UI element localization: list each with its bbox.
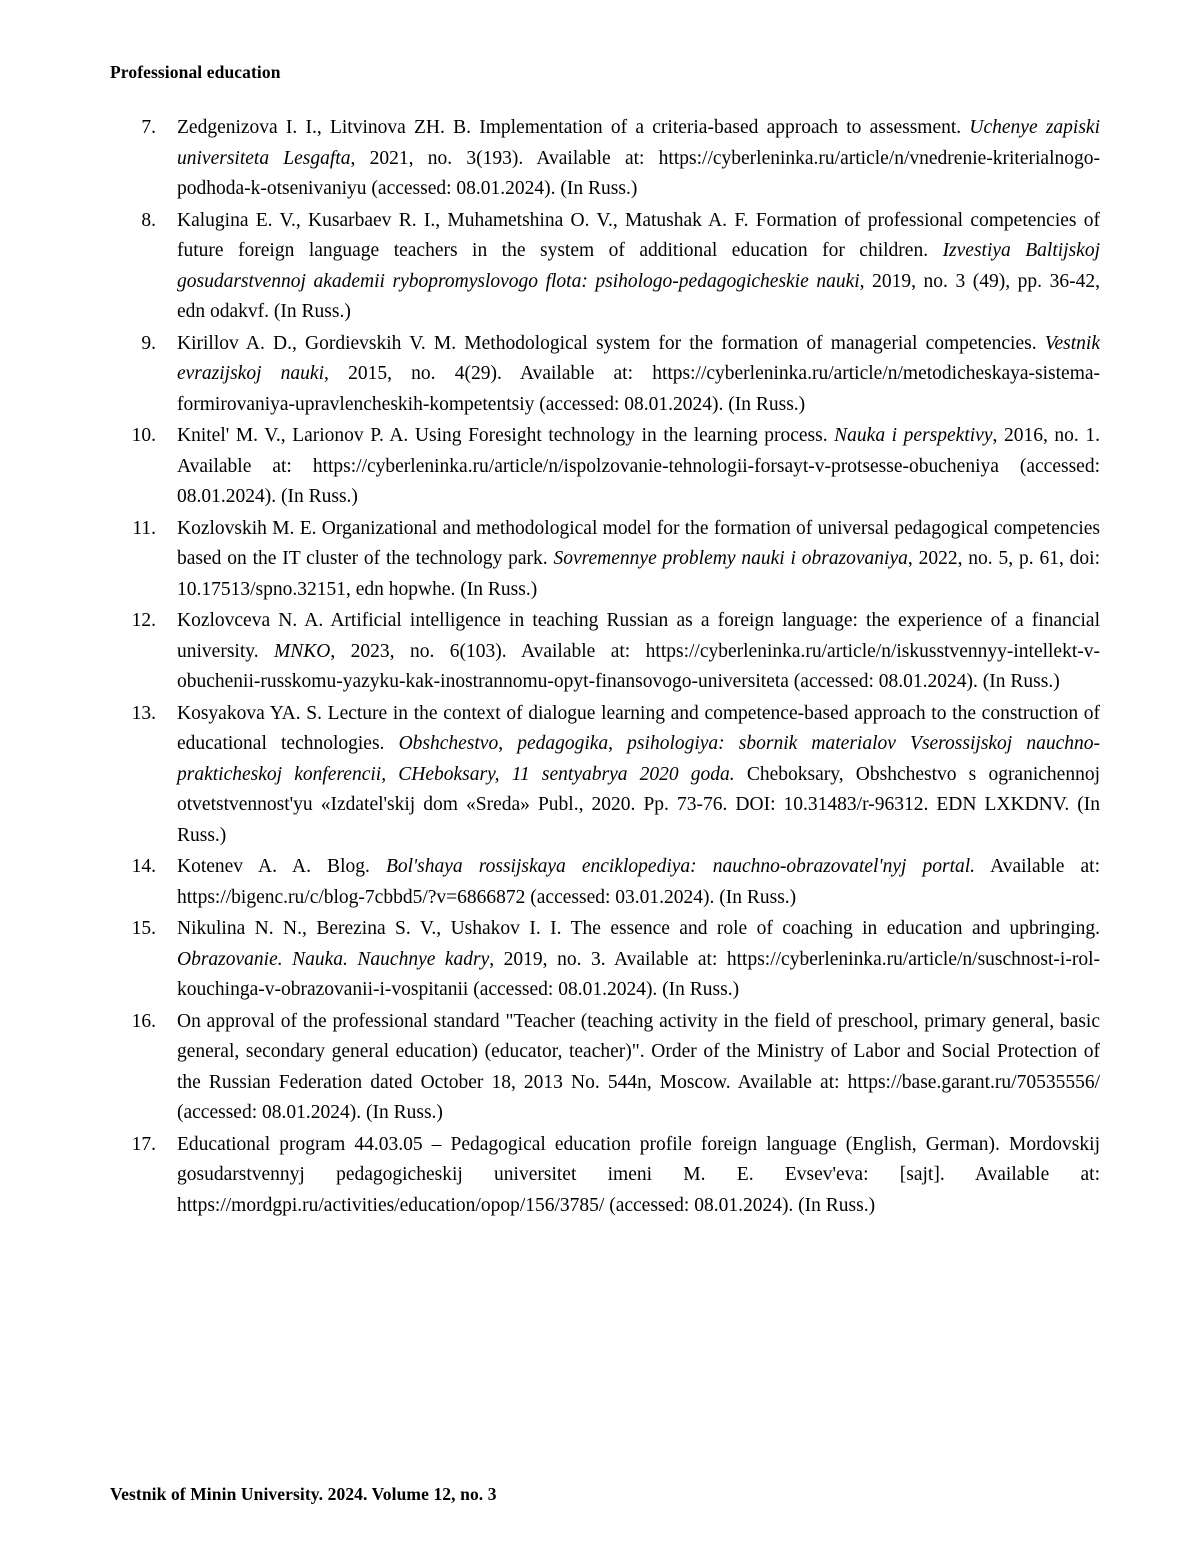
reference-source-title: Vestnik evrazijskoj nauki <box>177 332 1100 384</box>
page-footer: Vestnik of Minin University. 2024. Volume 12, no. 3 <box>110 1484 497 1504</box>
reference-text <box>156 914 1100 1006</box>
reference-source-title: MNKO <box>274 640 331 662</box>
reference-text-run: , 2019, no. 3. Available at: https://cyberleninka.ru/article/n/suschnost-i-rol-kouchinga-v-obrazovanii-i-vospitanii (accessed: 08.01.2024). (In Russ.) <box>177 948 1100 1000</box>
reference-number: 8. <box>141 209 156 231</box>
reference-source-title: Izvestiya Baltijskoj gosudarstvennoj akademii rybopromyslovogo flota: psihologo-pedagogicheskie nauki <box>177 240 1101 292</box>
reference-text-run: Nikulina N. N., Berezina S. V., Ushakov I. I. The essence and role of coaching in education and upbringing. <box>177 918 1100 939</box>
reference-text <box>156 699 1100 852</box>
reference-text <box>156 606 1100 698</box>
reference-number: 14. <box>131 856 156 877</box>
reference-text-run: Kozlovskih M. E. Organizational and methodological model for the formation of universal pedagogical competencies based on the IT cluster of the technology park. <box>177 517 1100 569</box>
reference-entry <box>110 914 1100 1006</box>
reference-entry <box>110 699 1100 852</box>
reference-text-run: Knitel' M. V., Larionov P. A. Using Foresight technology in the learning process. <box>177 425 835 446</box>
reference-text-run: Kozlovceva N. A. Artificial intelligence in teaching Russian as a foreign language: the experience of a financial university. <box>177 610 1100 662</box>
reference-text-run: Kotenev A. A. Blog. <box>177 856 386 877</box>
reference-entry <box>110 113 1100 205</box>
reference-number: 10. <box>131 425 156 446</box>
reference-text-run: , 2023, no. 6(103). Available at: https://cyberleninka.ru/article/n/iskusstvennyy-intellekt-v-obuchenii-russkomu-yazyku-kak-inostrannomu-opyt-finansovogo-universiteta (accessed: 08.01.2024). (In Russ.) <box>177 640 1100 692</box>
reference-source-title: Nauka i perspektivy <box>834 425 993 446</box>
reference-text-run: Kosyakova YA. S. Lecture in the context of dialogue learning and competence-based approach to the construction of educational technologies. <box>177 702 1100 754</box>
reference-text-run: , 2015, no. 4(29). Available at: https://cyberleninka.ru/article/n/metodicheskaya-sistema-formirovaniya-upravlencheskih-kompetentsiy (accessed: 08.01.2024). (In Russ.) <box>177 363 1101 415</box>
reference-number: 13. <box>131 702 156 724</box>
reference-text-run: Zedgenizova I. I., Litvinova ZH. B. Implementation of a criteria-based approach to assessment. <box>177 117 970 138</box>
reference-entry <box>110 206 1100 328</box>
reference-entry <box>110 1007 1100 1129</box>
reference-text <box>156 852 1100 913</box>
reference-source-title: Obrazovanie. Nauka. Nauchnye kadry <box>177 948 490 970</box>
reference-text <box>156 421 1100 513</box>
reference-text <box>156 514 1100 606</box>
reference-text <box>156 206 1100 328</box>
reference-text-run: , 2019, no. 3 (49), pp. 36-42, edn odakvf. (In Russ.) <box>177 270 1100 322</box>
reference-text-run: , 2021, no. 3(193). Available at: https://cyberleninka.ru/article/n/vnedrenie-kriterialnogo-podhoda-k-otsenivaniyu (accessed: 08.01.2024). (In Russ.) <box>177 147 1100 199</box>
reference-number: 16. <box>131 1010 156 1032</box>
reference-number: 9. <box>141 332 156 354</box>
reference-source-title: Uchenye zapiski universiteta Lesgafta <box>177 117 1100 169</box>
reference-number: 15. <box>131 918 156 939</box>
reference-source-title: Bol'shaya rossijskaya enciklopediya: nauchno-obrazovatel'nyj portal. <box>385 856 976 877</box>
reference-entry <box>110 514 1100 606</box>
reference-number: 12. <box>131 610 156 631</box>
reference-text-run: Kirillov A. D., Gordievskih V. M. Methodological system for the formation of managerial competencies. <box>177 332 1045 354</box>
reference-text-run: Kalugina E. V., Kusarbaev R. I., Muhametshina O. V., Matushak A. F. Formation of professional competencies of future foreign language teachers in the system of additional education for children. <box>177 209 1100 261</box>
reference-text-run: On approval of the professional standard "Teacher (teaching activity in the field of preschool, primary general, basic general, secondary general education) (educator, teacher)". Order of the Ministry of Labor and Social Protection of the Russian Federation dated October 18, 2013 No. 544n, Moscow. Available at: https://base.garant.ru/70535556/ (accessed: 08.01.2024). (In Russ.) <box>177 1010 1100 1123</box>
reference-entry <box>110 421 1100 513</box>
reference-text <box>156 1130 1100 1222</box>
reference-number: 11. <box>132 517 156 539</box>
reference-entry <box>110 329 1100 421</box>
reference-text-run: Cheboksary, Obshchestvo s ogranichennoj otvetstvennost'yu «Izdatel'skij dom «Sreda» Publ., 2020. Pp. 73-76. DOI: 10.31483/r-96312. EDN LXKDNV. (In Russ.) <box>177 763 1100 846</box>
reference-source-title: Obshchestvo, pedagogika, psihologiya: sbornik materialov Vserossijskoj nauchno-prakticheskoj konferencii, CHeboksary, 11 sentyabrya 2020 goda. <box>177 733 1100 785</box>
reference-text <box>156 1007 1100 1129</box>
reference-number: 7. <box>141 117 156 138</box>
reference-list <box>110 113 1100 1221</box>
reference-entry <box>110 852 1100 913</box>
running-head: Professional education <box>110 62 281 82</box>
reference-source-title: Sovremennye problemy nauki i obrazovaniya <box>553 548 908 569</box>
reference-text-run: , 2022, no. 5, p. 61, doi: 10.17513/spno.32151, edn hopwhe. (In Russ.) <box>177 548 1100 600</box>
reference-text-run: Available at: https://bigenc.ru/c/blog-7cbbd5/?v=6866872 (accessed: 03.01.2024). (In Russ.) <box>177 856 1100 908</box>
reference-text-run: , 2016, no. 1. Available at: https://cyberleninka.ru/article/n/ispolzovanie-tehnologii-forsayt-v-protsesse-obucheniya (accessed: 08.01.2024). (In Russ.) <box>177 425 1101 507</box>
reference-text <box>156 329 1100 421</box>
reference-entry <box>110 606 1100 698</box>
reference-number: 17. <box>131 1133 156 1155</box>
reference-entry <box>110 1130 1100 1222</box>
reference-text-run: Educational program 44.03.05 – Pedagogical education profile foreign language (English, German). Mordovskij gosudarstvennyj pedagogicheskij universitet imeni M. E. Evsev'eva: [sajt]. Available at: https://mordgpi.ru/activities/education/opop/156/3785/ (accessed: 08.01.2024). (In Russ.) <box>177 1133 1100 1216</box>
reference-text <box>156 113 1100 205</box>
